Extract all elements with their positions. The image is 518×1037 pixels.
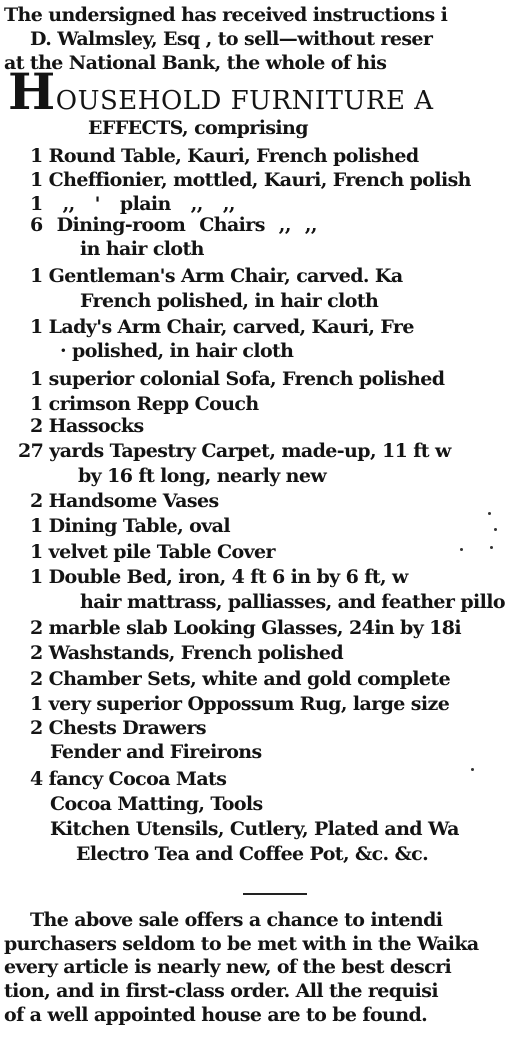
- closing-line-3: every article is nearly new, of the best descri: [4, 956, 452, 978]
- item-line-12: 2 Hassocks: [30, 415, 144, 437]
- item-line-23: 1 very superior Oppossum Rug, large size: [30, 693, 450, 715]
- item-line-20: 2 marble slab Looking Glasses, 24in by 18i: [30, 617, 462, 639]
- item-line-1: 1 Round Table, Kauri, French polished: [30, 145, 419, 167]
- print-speck: [494, 528, 497, 531]
- item-line-8: 1 Lady's Arm Chair, carved, Kauri, Fre: [30, 316, 414, 338]
- item-line-26: 4 fancy Cocoa Mats: [30, 768, 227, 790]
- item-line-3: 1 ,, ' plain ,, ,,: [30, 193, 235, 215]
- item-line-25: Fender and Fireirons: [50, 741, 262, 763]
- item-line-28: Kitchen Utensils, Cutlery, Plated and Wa: [50, 818, 459, 840]
- item-line-15: 2 Handsome Vases: [30, 490, 219, 512]
- item-line-17: 1 velvet pile Table Cover: [30, 541, 275, 563]
- item-line-7: French polished, in hair cloth: [80, 290, 379, 312]
- item-line-14: by 16 ft long, nearly new: [78, 465, 327, 487]
- item-line-6: 1 Gentleman's Arm Chair, carved. Ka: [30, 265, 403, 287]
- item-line-13: 27 yards Tapestry Carpet, made-up, 11 ft w: [18, 440, 451, 462]
- item-line-18: 1 Double Bed, iron, 4 ft 6 in by 6 ft, w: [30, 566, 408, 588]
- item-line-22: 2 Chamber Sets, white and gold complete: [30, 668, 451, 690]
- intro-line-3: at the National Bank, the whole of his: [4, 52, 387, 74]
- print-speck: [460, 548, 463, 551]
- print-speck: [490, 546, 493, 549]
- print-speck: [488, 512, 491, 515]
- closing-line-5: of a well appointed house are to be found.: [4, 1004, 428, 1026]
- print-speck: [471, 768, 474, 771]
- item-line-16: 1 Dining Table, oval: [30, 515, 230, 537]
- item-line-10: 1 superior colonial Sofa, French polished: [30, 368, 445, 390]
- item-line-27: Cocoa Matting, Tools: [50, 793, 263, 815]
- headline-text: OUSEHOLD FURNITURE A: [55, 86, 434, 116]
- section-divider: [243, 893, 307, 895]
- item-line-24: 2 Chests Drawers: [30, 717, 206, 739]
- intro-line-2: D. Walmsley, Esq , to sell—without reser: [30, 28, 433, 50]
- item-line-2: 1 Cheffionier, mottled, Kauri, French polish: [30, 169, 471, 191]
- item-line-11: 1 crimson Repp Couch: [30, 393, 259, 415]
- item-line-5: in hair cloth: [80, 238, 204, 260]
- closing-line-1: The above sale offers a chance to intendi: [30, 909, 443, 931]
- intro-line-1: The undersigned has received instructions i: [4, 4, 448, 26]
- item-line-21: 2 Washstands, French polished: [30, 642, 344, 664]
- closing-line-2: purchasers seldom to be met with in the Waika: [4, 933, 479, 955]
- closing-line-4: tion, and in first-class order. All the requisi: [4, 980, 439, 1002]
- item-line-9: · polished, in hair cloth: [60, 340, 294, 362]
- item-line-4: 6 Dining-room Chairs ,, ,,: [30, 214, 317, 236]
- item-line-29: Electro Tea and Coffee Pot, &c. &c.: [76, 843, 429, 865]
- headline-dropcap: H: [8, 62, 56, 121]
- item-line-19: hair mattrass, palliasses, and feather pillo: [80, 591, 505, 613]
- headline-continuation: EFFECTS, comprising: [88, 117, 308, 139]
